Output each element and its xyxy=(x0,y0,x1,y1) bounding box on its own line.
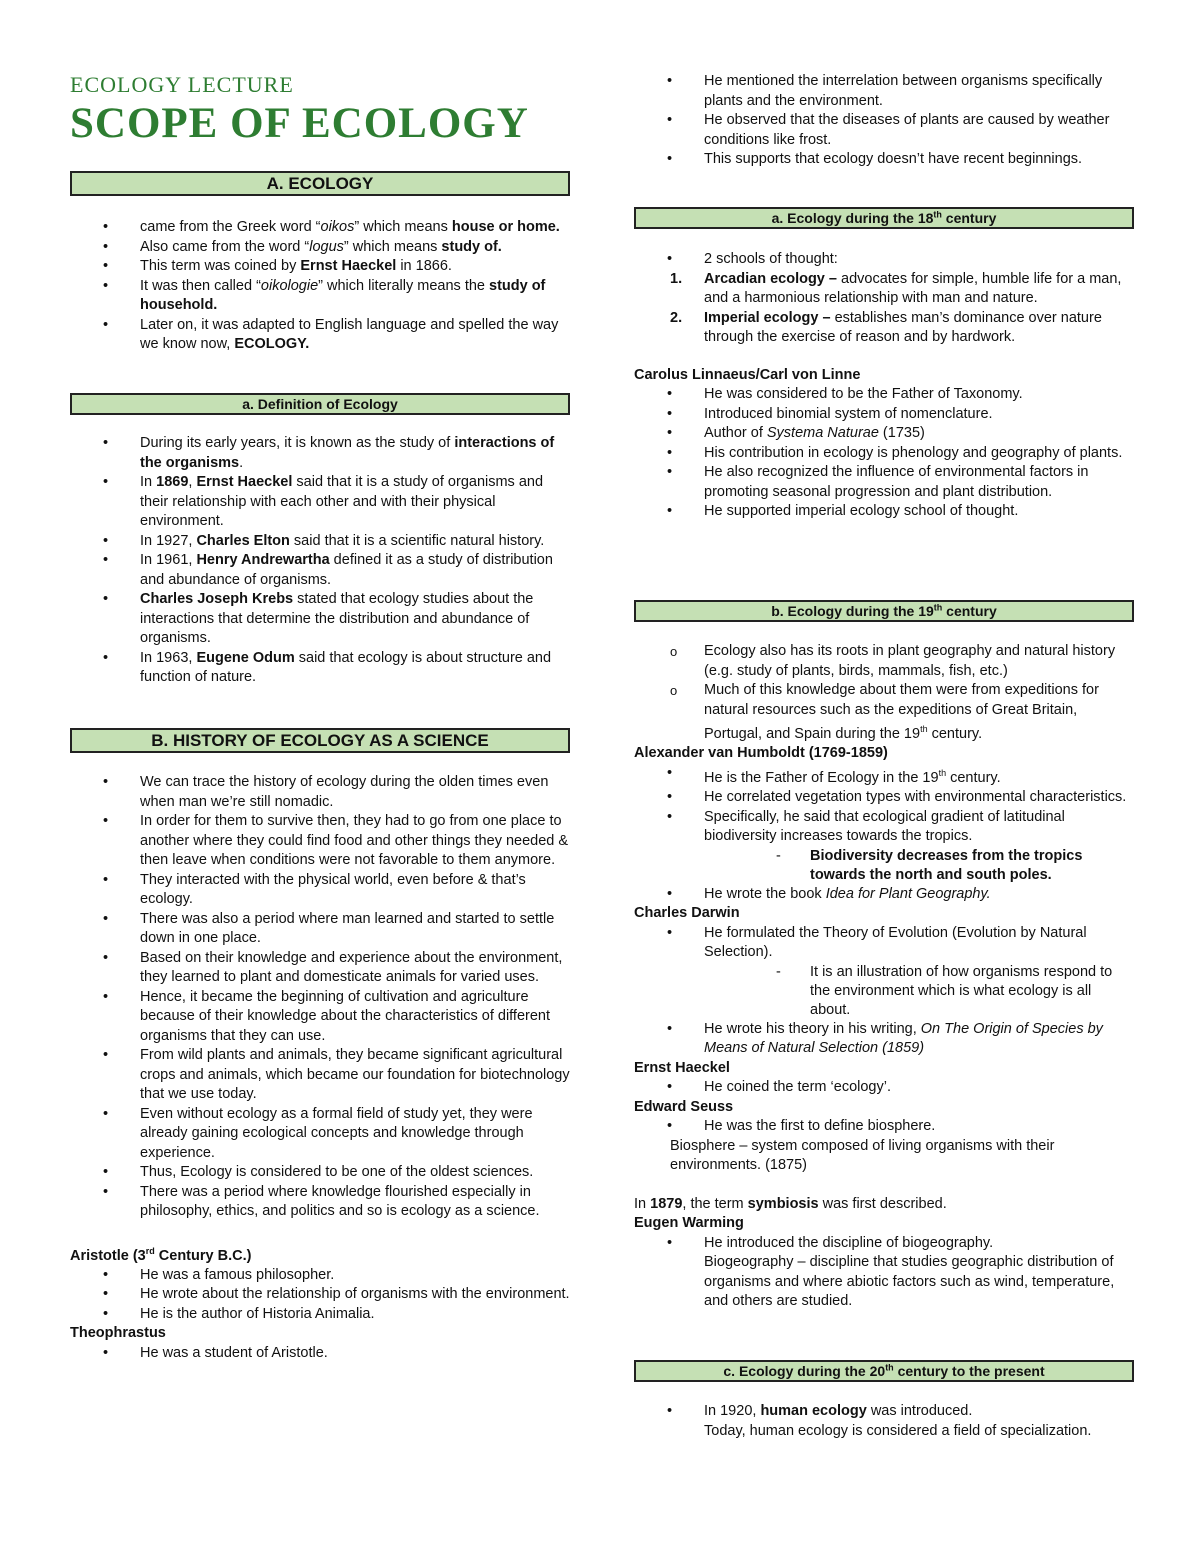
linnaeus-list xyxy=(634,385,1134,522)
biosphere-definition: Biosphere – system composed of living organisms with their environments. (1875) xyxy=(670,1137,1055,1174)
list-item: • Charles Joseph Krebs stated that ecology studies about the interactions that determine the distribution and abundance of organisms. xyxy=(70,590,570,649)
list-item: • During its early years, it is known as the study of interactions of the organisms. xyxy=(70,434,570,473)
schools-list xyxy=(634,250,1134,270)
section-20th-century xyxy=(634,1360,1134,1441)
list-item: • Later on, it was adapted to English language and spelled the way we know now, ECOLOGY. xyxy=(70,316,570,355)
list-item: • In order for them to survive then, they had to go from one place to another where they could find food and other things they needed & then leave when conditions were not favorable to them anymore. xyxy=(70,812,570,871)
person-theophrastus: Theophrastus xyxy=(70,1325,166,1342)
list-item: • In 1961, Henry Andrewartha defined it as a study of distribution and abundance of organisms. xyxy=(70,551,570,590)
list-item: o Much of this knowledge about them were from expeditions for natural resources such as the expeditions of Great Britain, Portugal, and Spain during the 19th century. xyxy=(634,681,1134,744)
list-item: • It was then called “oikologie” which literally means the study of household. xyxy=(70,277,570,316)
symbiosis-note: In 1879, the term symbiosis was first described. xyxy=(634,1195,947,1212)
section-heading-definition: a. Definition of Ecology xyxy=(70,393,570,415)
list-item: • He is the Father of Ecology in the 19th century. xyxy=(634,764,1134,788)
list-item: • This term was coined by Ernst Haeckel in 1866. xyxy=(70,257,570,277)
list-item: • He wrote the book Idea for Plant Geography. xyxy=(634,885,1134,905)
lecture-label: ECOLOGY LECTURE xyxy=(70,72,294,97)
list-item: • Introduced binomial system of nomenclature. xyxy=(634,405,1134,425)
list-item: • Also came from the word “logus” which means study of. xyxy=(70,238,570,258)
person-darwin: Charles Darwin xyxy=(634,905,740,922)
list-item: • He was the first to define biosphere. xyxy=(634,1117,1134,1137)
list-item: • He was a famous philosopher. xyxy=(70,1266,570,1286)
darwin-list xyxy=(634,924,1134,963)
list-item: o Ecology also has its roots in plant geography and natural history (e.g. study of plants, birds, mammals, fish, etc.) xyxy=(634,642,1134,681)
list-item: • This supports that ecology doesn’t have recent beginnings. xyxy=(634,150,1134,170)
list-item: • He coined the term ‘ecology’. xyxy=(634,1078,1134,1098)
ecology-list xyxy=(70,218,570,355)
section-definition xyxy=(70,393,570,688)
schools-numbered-list xyxy=(634,270,1134,348)
list-item: • He wrote about the relationship of organisms with the environment. xyxy=(70,1285,570,1305)
person-aristotle: Aristotle (3rd Century B.C.) xyxy=(70,1245,252,1264)
theophrastus-list-left xyxy=(70,1344,570,1364)
section-heading-18th: a. Ecology during the 18th century xyxy=(634,207,1134,229)
aristotle-list xyxy=(70,1266,570,1325)
section-heading-20th: c. Ecology during the 20th century to the present xyxy=(634,1360,1134,1382)
person-warming: Eugen Warming xyxy=(634,1215,744,1232)
list-item: • From wild plants and animals, they became significant agricultural crops and animals, which became our foundation for biotechnology that we use today. xyxy=(70,1046,570,1105)
list-item: • There was also a period where man learned and started to settle down in one place. xyxy=(70,910,570,949)
list-item: • In 1869, Ernst Haeckel said that it is a study of organisms and their relationship with each other and with their physical environment. xyxy=(70,473,570,532)
list-item: • He formulated the Theory of Evolution (Evolution by Natural Selection). xyxy=(634,924,1134,963)
section-heading-19th: b. Ecology during the 19th century xyxy=(634,600,1134,622)
theophrastus-list-right xyxy=(634,72,1134,170)
biogeography-definition: Biogeography – discipline that studies geographic distribution of organisms and where abiotic factors such as wind, temperature, and others are studied. xyxy=(704,1254,1115,1310)
list-item: 2. Imperial ecology – establishes man’s dominance over nature through the exercise of reason and by hardwork. xyxy=(670,309,1102,345)
list-item: • He wrote his theory in his writing, On The Origin of Species by Means of Natural Selection (1859) xyxy=(634,1020,1134,1059)
page-title: SCOPE OF ECOLOGY xyxy=(70,100,529,147)
darwin-writing-list xyxy=(634,1020,1134,1059)
list-item: • In 1920, human ecology was introduced. xyxy=(634,1402,1134,1422)
list-item: • He was considered to be the Father of Taxonomy. xyxy=(634,385,1134,405)
list-item: • He is the author of Historia Animalia. xyxy=(70,1305,570,1325)
haeckel-list xyxy=(634,1078,1134,1098)
list-item: • His contribution in ecology is phenology and geography of plants. xyxy=(634,444,1134,464)
list-item: • In 1927, Charles Elton said that it is a scientific natural history. xyxy=(70,532,570,552)
list-item: • Even without ecology as a formal field of study yet, they were already gaining ecological concepts and knowledge through experience. xyxy=(70,1105,570,1164)
darwin-dash-list xyxy=(634,963,1134,1020)
human-ecology-list xyxy=(634,1402,1134,1422)
section-history xyxy=(70,728,570,1363)
person-humboldt: Alexander van Humboldt (1769-1859) xyxy=(634,745,888,762)
list-item: - Biodiversity decreases from the tropics towards the north and south poles. xyxy=(634,847,1134,885)
section-19th-century xyxy=(634,600,1134,1312)
humboldt-list xyxy=(634,764,1134,847)
section-heading-history: B. HISTORY OF ECOLOGY AS A SCIENCE xyxy=(70,728,570,753)
list-item: • Based on their knowledge and experience about the environment, they learned to plant and domesticate animals for varied uses. xyxy=(70,949,570,988)
seuss-list xyxy=(634,1117,1134,1137)
list-item: • Specifically, he said that ecological gradient of latitudinal biodiversity increases towards the tropics. xyxy=(634,808,1134,847)
list-item: • He introduced the discipline of biogeography. xyxy=(634,1234,1134,1254)
person-haeckel: Ernst Haeckel xyxy=(634,1059,730,1076)
document-header xyxy=(70,72,570,148)
list-item: • He mentioned the interrelation between organisms specifically plants and the environment. xyxy=(634,72,1134,111)
humboldt-book-list xyxy=(634,885,1134,905)
list-item: • He also recognized the influence of environmental factors in promoting seasonal progression and plant distribution. xyxy=(634,463,1134,502)
section-18th-century xyxy=(634,207,1134,522)
humboldt-dash-list xyxy=(634,847,1134,885)
list-item: • There was a period where knowledge flourished especially in philosophy, ethics, and politics and so is ecology as a science. xyxy=(70,1183,570,1222)
theophrastus-continued xyxy=(634,72,1134,170)
list-item: • He correlated vegetation types with environmental characteristics. xyxy=(634,788,1134,808)
list-item: • We can trace the history of ecology during the olden times even when man we’re still nomadic. xyxy=(70,773,570,812)
warming-list xyxy=(634,1234,1134,1254)
list-item: • Thus, Ecology is considered to be one of the oldest sciences. xyxy=(70,1163,570,1183)
human-ecology-note: Today, human ecology is considered a field of specialization. xyxy=(704,1422,1092,1439)
list-item: • Author of Systema Naturae (1735) xyxy=(634,424,1134,444)
person-linnaeus: Carolus Linnaeus/Carl von Linne xyxy=(634,366,861,383)
section-heading-ecology: A. ECOLOGY xyxy=(70,171,570,196)
list-item: • He supported imperial ecology school of thought. xyxy=(634,502,1134,522)
list-item: • He observed that the diseases of plants are caused by weather conditions like frost. xyxy=(634,111,1134,150)
definition-list xyxy=(70,434,570,688)
list-item: 1. Arcadian ecology – advocates for simple, humble life for a man, and a harmonious relationship with man and nature. xyxy=(670,270,1122,306)
history-list xyxy=(70,773,570,1222)
list-item: - It is an illustration of how organisms respond to the environment which is what ecology is all about. xyxy=(634,963,1134,1020)
list-item: • They interacted with the physical world, even before & that’s ecology. xyxy=(70,871,570,910)
list-item: • In 1963, Eugene Odum said that ecology is about structure and function of nature. xyxy=(70,649,570,688)
section-ecology xyxy=(70,171,570,355)
list-item: • came from the Greek word “oikos” which means house or home. xyxy=(70,218,570,238)
list-item: • Hence, it became the beginning of cultivation and agriculture because of their knowledge about the characteristics of different organisms that they can use. xyxy=(70,988,570,1047)
list-item: • 2 schools of thought: xyxy=(634,250,1134,270)
person-seuss: Edward Seuss xyxy=(634,1098,734,1115)
roots-list xyxy=(634,642,1134,744)
list-item: • He was a student of Aristotle. xyxy=(70,1344,570,1364)
